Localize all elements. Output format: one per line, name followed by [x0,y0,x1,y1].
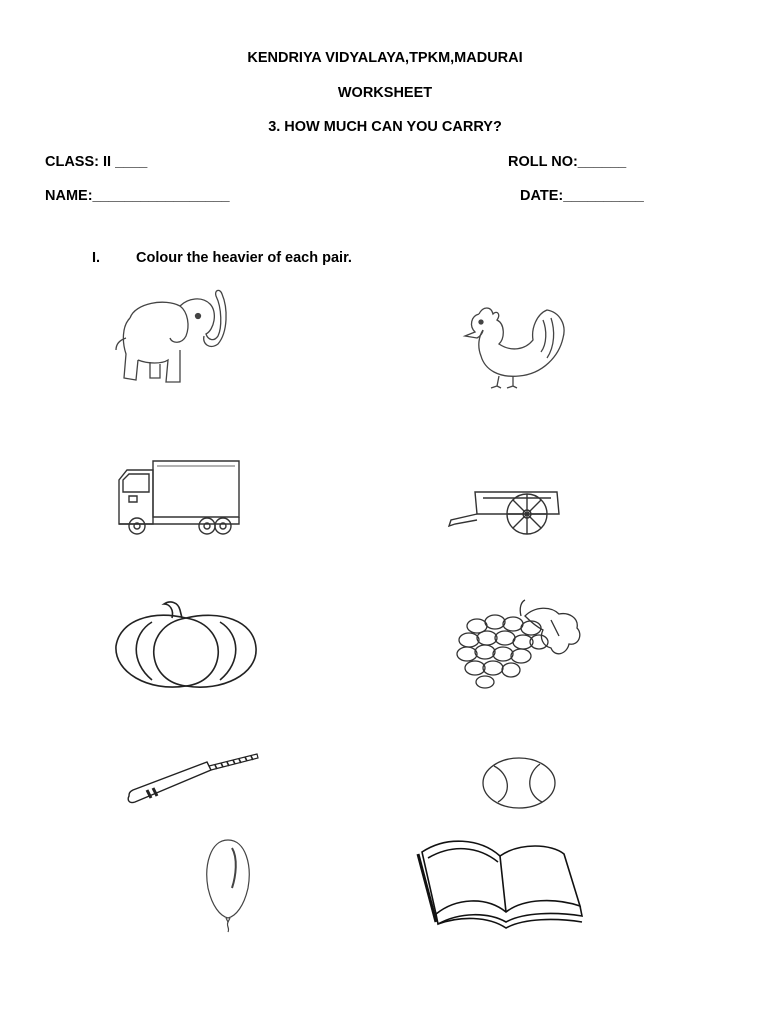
section-number: I. [92,250,101,266]
balloon-icon [200,836,256,934]
grapes-icon [455,598,590,690]
truck-icon [115,458,241,540]
cricket-bat-icon [125,752,260,808]
school-title: KENDRIYA VIDYALAYA,TPKM,MADURAI [247,50,523,66]
balloon-image[interactable] [200,836,256,934]
ball-icon [480,756,558,810]
instruction-text: Colour the heavier of each pair. [136,250,352,266]
date-field: DATE:__________ [520,188,644,204]
elephant-icon [110,278,230,390]
book-icon [416,832,584,936]
truck-image[interactable] [115,458,241,540]
lesson-title: 3. HOW MUCH CAN YOU CARRY? [268,119,502,135]
roll-no-field: ROLL NO:______ [508,154,627,170]
hen-image[interactable] [455,300,570,392]
cart-icon [447,484,562,548]
pumpkin-image[interactable] [112,600,260,692]
ball-image[interactable] [480,756,558,810]
elephant-image[interactable] [110,278,230,390]
grapes-image[interactable] [455,598,590,690]
hen-icon [455,300,570,392]
pumpkin-icon [112,600,260,692]
class-field: CLASS: II ____ [45,154,148,170]
worksheet-title: WORKSHEET [337,85,433,101]
book-image[interactable] [416,832,584,936]
name-field: NAME:_________________ [45,188,230,204]
cricket-bat-image[interactable] [125,752,260,808]
cart-image[interactable] [447,484,562,548]
